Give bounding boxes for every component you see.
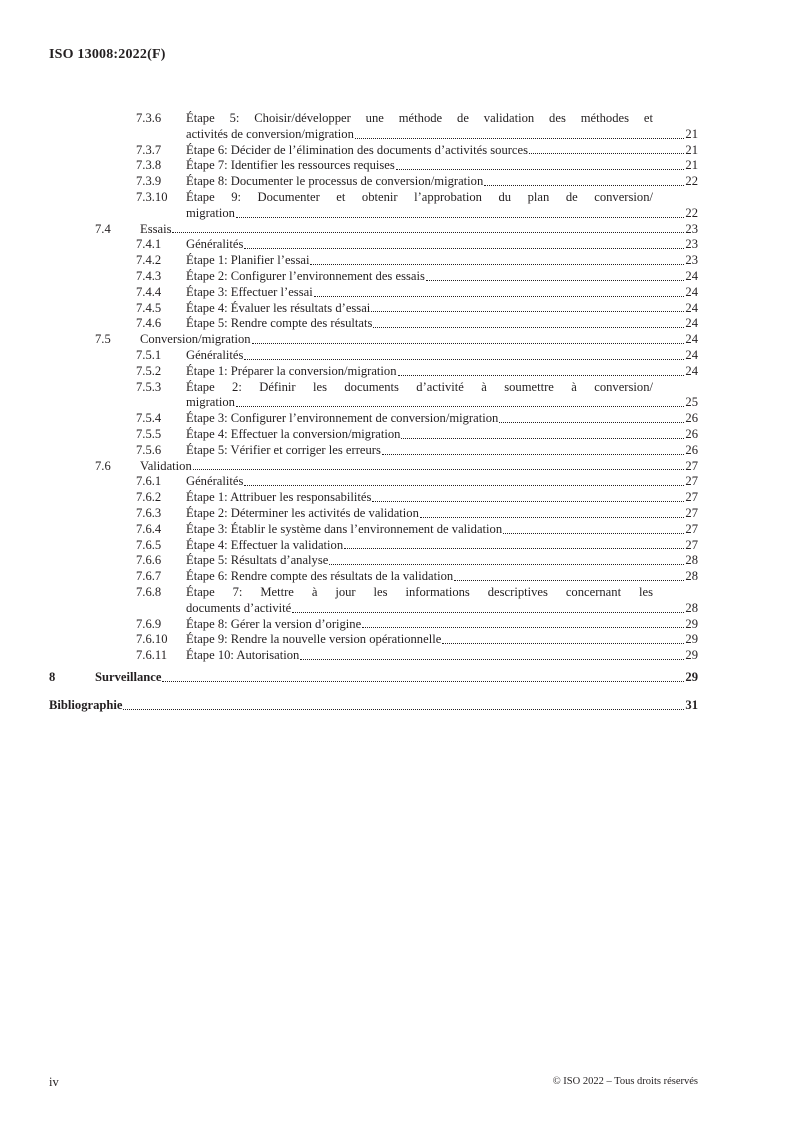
toc-entry-number: 7.5.1 — [136, 348, 162, 362]
toc-entry-page: 24 — [685, 316, 698, 331]
toc-entry[interactable] — [0, 569, 793, 585]
toc-entry-title: Étape 9: Documenter et obtenir l’approbation du plan de conversion/ — [186, 190, 653, 204]
toc-entry-number: 7.4.3 — [136, 269, 162, 283]
toc-entry-number: 7.4.2 — [136, 253, 162, 268]
toc-entry[interactable] — [0, 285, 793, 301]
toc-entry[interactable] — [0, 632, 793, 648]
toc-entry-number: 7.6 — [95, 458, 111, 473]
toc-entry-page: 24 — [685, 269, 698, 283]
toc-entry[interactable] — [0, 648, 793, 664]
page-number: iv — [49, 1075, 59, 1089]
dot-leader — [503, 533, 684, 534]
toc-entry-page: 21 — [685, 142, 698, 157]
toc-entry[interactable] — [0, 158, 793, 174]
dot-leader — [172, 232, 684, 233]
toc-entry[interactable] — [0, 538, 793, 554]
dot-leader — [398, 375, 685, 376]
toc-entry-title: Étape 3: Configurer l’environnement de conversion/migration — [186, 411, 499, 426]
toc-entry-number: 7.4 — [95, 221, 111, 236]
toc-entry[interactable] — [0, 332, 793, 348]
dot-leader — [426, 280, 685, 281]
toc-entry-number: 7.5.6 — [136, 442, 162, 457]
toc-entry[interactable] — [0, 174, 793, 190]
dot-leader — [372, 501, 684, 502]
toc-entry-page: 29 — [685, 616, 698, 631]
toc-entry-page: 24 — [685, 284, 698, 299]
toc-entry-number: 7.3.10 — [136, 190, 168, 204]
toc-entry-number: 7.3.9 — [136, 174, 162, 189]
toc-entry-title: Généralités — [186, 348, 244, 362]
toc-entry-page: 26 — [685, 427, 698, 441]
toc-entry-title: Conversion/migration — [140, 332, 251, 347]
dot-leader — [300, 659, 684, 660]
toc-entry-page: 28 — [685, 600, 698, 615]
toc-entry[interactable] — [0, 269, 793, 285]
toc-entry-title: Étape 7: Mettre à jour les informations descriptives concernant les — [186, 585, 653, 599]
dot-leader — [396, 169, 685, 170]
toc-entry-page: 23 — [685, 237, 698, 252]
toc-entry-title: Étape 7: Identifier les ressources requises — [186, 158, 395, 173]
toc-entry-title-continued: migration — [186, 205, 235, 220]
toc-entry[interactable] — [0, 585, 793, 617]
toc-entry-number: 7.4.1 — [136, 237, 162, 252]
toc-entry-number: 7.5 — [95, 332, 111, 347]
toc-entry[interactable] — [0, 301, 793, 317]
dot-leader — [310, 264, 684, 265]
dot-leader — [484, 185, 684, 186]
toc-entry-page: 24 — [685, 363, 698, 378]
toc-entry-number: 7.5.3 — [136, 379, 162, 394]
dot-leader — [244, 485, 684, 486]
toc-entry-page: 29 — [685, 670, 698, 684]
document-id-header: ISO 13008:2022(F) — [49, 47, 166, 62]
toc-entry-title-continued: activités de conversion/migration — [186, 126, 354, 141]
toc-entry-page: 27 — [685, 506, 698, 520]
toc-entry-number: 7.3.7 — [136, 142, 162, 157]
dot-leader — [401, 438, 684, 439]
toc-entry[interactable] — [0, 222, 793, 238]
toc-entry[interactable] — [0, 380, 793, 412]
toc-entry-title: Étape 3: Établir le système dans l’environnement de validation — [186, 521, 503, 536]
dot-leader — [292, 612, 684, 613]
toc-entry[interactable] — [0, 474, 793, 490]
dot-leader — [355, 138, 685, 139]
toc-entry-title: Étape 8: Documenter le processus de conversion/migration — [186, 174, 484, 189]
toc-entry-title: Étape 2: Déterminer les activités de validation — [186, 506, 419, 520]
toc-entry-page: 21 — [685, 158, 698, 173]
dot-leader — [123, 709, 684, 710]
toc-entry-title: Étape 9: Rendre la nouvelle version opérationnelle — [186, 632, 442, 647]
dot-leader — [442, 643, 684, 644]
toc-entry-title: Essais — [140, 221, 172, 236]
toc-entry-page: 24 — [685, 348, 698, 362]
dot-leader — [314, 296, 685, 297]
toc-entry-title-continued: migration — [186, 395, 235, 410]
toc-entry-page: 31 — [685, 697, 698, 712]
toc-entry-page: 27 — [685, 458, 698, 473]
toc-entry-number: 7.5.5 — [136, 427, 162, 441]
toc-entry-page: 24 — [685, 300, 698, 315]
dot-leader — [244, 359, 684, 360]
toc-entry-page: 29 — [685, 632, 698, 647]
toc-entry-title: Étape 5: Choisir/développer une méthode de validation des méthodes et — [186, 111, 653, 125]
dot-leader — [420, 517, 685, 518]
toc-entry-number: 7.6.5 — [136, 537, 162, 552]
dot-leader — [454, 580, 684, 581]
toc-entry-number: 7.4.4 — [136, 284, 162, 299]
toc-entry-number: 7.6.2 — [136, 490, 162, 505]
toc-entry-number: 7.6.10 — [136, 632, 168, 647]
toc-entry-title: Étape 4: Effectuer la validation — [186, 537, 344, 552]
dot-leader — [382, 454, 685, 455]
toc-entry-page: 22 — [685, 205, 698, 220]
toc-entry-page: 26 — [685, 411, 698, 426]
dot-leader — [529, 153, 684, 154]
dot-leader — [252, 343, 685, 344]
toc-entry-number: 7.4.5 — [136, 300, 162, 315]
toc-entry[interactable] — [0, 459, 793, 475]
toc-entry-number: 7.4.6 — [136, 316, 162, 331]
dot-leader — [236, 406, 684, 407]
toc-entry[interactable] — [0, 237, 793, 253]
toc-entry-page: 28 — [685, 569, 698, 584]
toc-entry-title-continued: documents d’activité — [186, 600, 292, 615]
toc-entry-number: 7.6.11 — [136, 648, 168, 663]
toc-entry-number: 8 — [49, 670, 56, 684]
toc-entry-title: Validation — [140, 458, 192, 473]
toc-entry-page: 22 — [685, 174, 698, 189]
toc-entry-page: 24 — [685, 332, 698, 347]
toc-entry[interactable] — [0, 316, 793, 332]
toc-entry-title: Étape 10: Autorisation — [186, 648, 300, 663]
toc-entry[interactable] — [0, 490, 793, 506]
dot-leader — [362, 627, 684, 628]
dot-leader — [244, 248, 684, 249]
toc-entry-number: 7.6.6 — [136, 553, 162, 568]
toc-entry[interactable] — [0, 617, 793, 633]
toc-entry-title: Étape 2: Définir les documents d’activité à soumettre à conversion/ — [186, 379, 653, 394]
toc-entry[interactable] — [0, 411, 793, 427]
toc-entry-title: Étape 5: Vérifier et corriger les erreurs — [186, 442, 381, 457]
toc-entry-page: 27 — [685, 537, 698, 552]
toc-entry-page: 25 — [685, 395, 698, 410]
toc-entry-title: Étape 4: Évaluer les résultats d’essai — [186, 300, 371, 315]
toc-entry-title: Étape 4: Effectuer la conversion/migration — [186, 427, 401, 441]
toc-entry-page: 27 — [685, 521, 698, 536]
dot-leader — [193, 469, 685, 470]
toc-entry[interactable] — [0, 253, 793, 269]
toc-entry-page: 26 — [685, 442, 698, 457]
toc-entry-page: 21 — [685, 126, 698, 141]
toc-entry[interactable] — [0, 506, 793, 522]
toc-entry-title: Étape 1: Attribuer les responsabilités — [186, 490, 372, 505]
dot-leader — [373, 327, 684, 328]
toc-entry-title: Étape 6: Décider de l’élimination des documents d’activités sources — [186, 142, 529, 157]
toc-entry-title: Étape 1: Planifier l’essai — [186, 253, 310, 268]
toc-entry-title: Surveillance — [95, 670, 162, 684]
toc-entry-title: Généralités — [186, 474, 244, 489]
toc-entry-number: 7.6.3 — [136, 506, 162, 520]
toc-entry[interactable] — [0, 553, 793, 569]
toc-entry[interactable] — [0, 364, 793, 380]
toc-entry-page: 23 — [685, 253, 698, 268]
toc-entry[interactable] — [0, 698, 793, 714]
toc-entry[interactable] — [0, 111, 793, 143]
toc-entry-page: 29 — [685, 648, 698, 663]
dot-leader — [499, 422, 684, 423]
toc-entry-number: 7.6.1 — [136, 474, 162, 489]
toc-entry-number: 7.3.8 — [136, 158, 162, 173]
toc-entry-title: Étape 5: Rendre compte des résultats — [186, 316, 373, 331]
toc-entry-title: Étape 5: Résultats d’analyse — [186, 553, 329, 568]
toc-entry-number: 7.6.4 — [136, 521, 162, 536]
toc-entry[interactable] — [0, 522, 793, 538]
dot-leader — [371, 311, 684, 312]
toc-entry[interactable] — [0, 348, 793, 364]
toc-entry-title: Bibliographie — [49, 697, 123, 712]
toc-entry-page: 23 — [685, 221, 698, 236]
toc-entry-number: 7.6.8 — [136, 585, 162, 599]
toc-entry-title: Étape 6: Rendre compte des résultats de la validation — [186, 569, 454, 584]
dot-leader — [162, 681, 684, 682]
copyright-notice: © ISO 2022 – Tous droits réservés — [552, 1076, 698, 1087]
toc-entry-number: 7.3.6 — [136, 111, 162, 125]
toc-entry-title: Généralités — [186, 237, 244, 252]
toc-entry[interactable] — [0, 670, 793, 686]
toc-entry-page: 27 — [685, 474, 698, 489]
toc-entry-page: 28 — [685, 553, 698, 568]
toc-entry-title: Étape 3: Effectuer l’essai — [186, 284, 313, 299]
toc-entry-number: 7.6.7 — [136, 569, 162, 584]
toc-entry[interactable] — [0, 443, 793, 459]
toc-entry-number: 7.5.2 — [136, 363, 162, 378]
toc-entry-title: Étape 1: Préparer la conversion/migration — [186, 363, 397, 378]
toc-entry[interactable] — [0, 427, 793, 443]
toc-entry[interactable] — [0, 190, 793, 222]
toc-entry-page: 27 — [685, 490, 698, 505]
toc-entry-title: Étape 2: Configurer l’environnement des essais — [186, 269, 425, 283]
toc-entry-title: Étape 8: Gérer la version d’origine — [186, 616, 362, 631]
dot-leader — [329, 564, 684, 565]
toc-entry[interactable] — [0, 143, 793, 159]
toc-entry-number: 7.5.4 — [136, 411, 162, 426]
dot-leader — [344, 548, 684, 549]
dot-leader — [236, 217, 684, 218]
toc-entry-number: 7.6.9 — [136, 616, 162, 631]
